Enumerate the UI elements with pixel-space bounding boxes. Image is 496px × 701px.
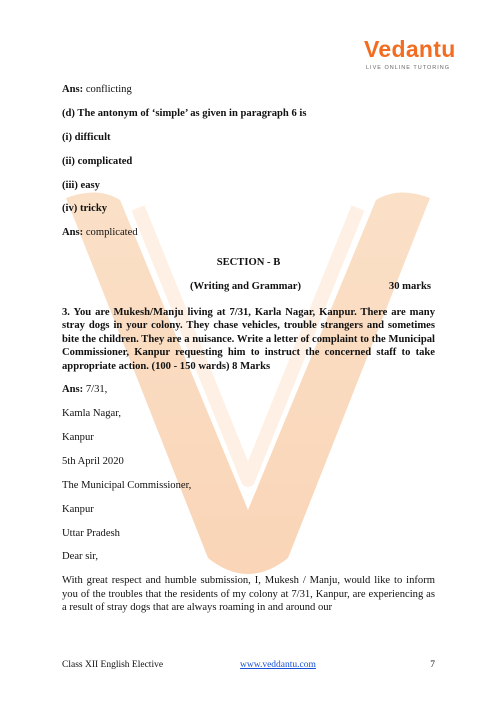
section-title: SECTION - B — [216, 256, 281, 268]
section-marks: 30 marks — [388, 280, 431, 292]
logo-wordmark: Vedantu — [364, 36, 456, 62]
option-3: (iii) easy — [62, 179, 100, 191]
address-line-1: Kamla Nagar, — [62, 408, 121, 420]
page-content — [62, 83, 435, 615]
question-3: 3. You are Mukesh/Manju living at 7/31, Karla Nagar, Kanpur. There are many stray dogs in your colony. They chase vehicles, trouble strangers and sometimes bite the children. They are a nuisance. Write a letter of complaint to the Municipal Commissioner, Kanpur requesting him to instruct the concerned staff to take appropriate action. (100 - 150 wards) 8 Marks — [62, 306, 435, 372]
answer-value: complicated — [83, 227, 138, 239]
letter-body: With great respect and humble submission, I, Mukesh / Manju, would like to inform you of the troubles that the residents of my colony at 7/31, Kanpur, are experiencing as a result of stray dogs that are always roaming in and around our — [62, 575, 435, 614]
question-d: (d) The antonym of ‘simple’ as given in paragraph 6 is — [62, 107, 307, 119]
letter-date: 5th April 2020 — [62, 455, 124, 467]
option-2: (ii) complicated — [62, 155, 133, 167]
recipient-line-1: The Municipal Commissioner, — [62, 479, 192, 491]
recipient-line-2: Kanpur — [62, 503, 94, 515]
salutation: Dear sir, — [62, 551, 99, 563]
answer-2 — [62, 226, 435, 240]
section-subtitle-row — [62, 280, 435, 294]
answer-1 — [62, 83, 435, 97]
answer-value: 7/31, — [83, 384, 108, 396]
footer-website-link[interactable]: www.veddantu.com — [240, 660, 316, 670]
footer-class-label: Class XII English Elective — [62, 660, 164, 670]
section-subtitle: (Writing and Grammar) — [190, 280, 302, 292]
address-line-2: Kanpur — [62, 432, 94, 444]
answer-value: conflicting — [83, 84, 132, 95]
answer-label: Ans: — [62, 384, 84, 396]
answer-label: Ans: — [62, 84, 84, 95]
logo-tagline: LIVE ONLINE TUTORING — [366, 65, 450, 71]
option-4: (iv) tricky — [62, 203, 108, 215]
answer-3 — [62, 383, 435, 397]
vedantu-logo — [358, 36, 470, 80]
answer-label: Ans: — [62, 227, 84, 239]
footer-page-number: 7 — [430, 660, 435, 670]
option-1: (i) difficult — [62, 131, 111, 143]
recipient-line-3: Uttar Pradesh — [62, 527, 120, 539]
